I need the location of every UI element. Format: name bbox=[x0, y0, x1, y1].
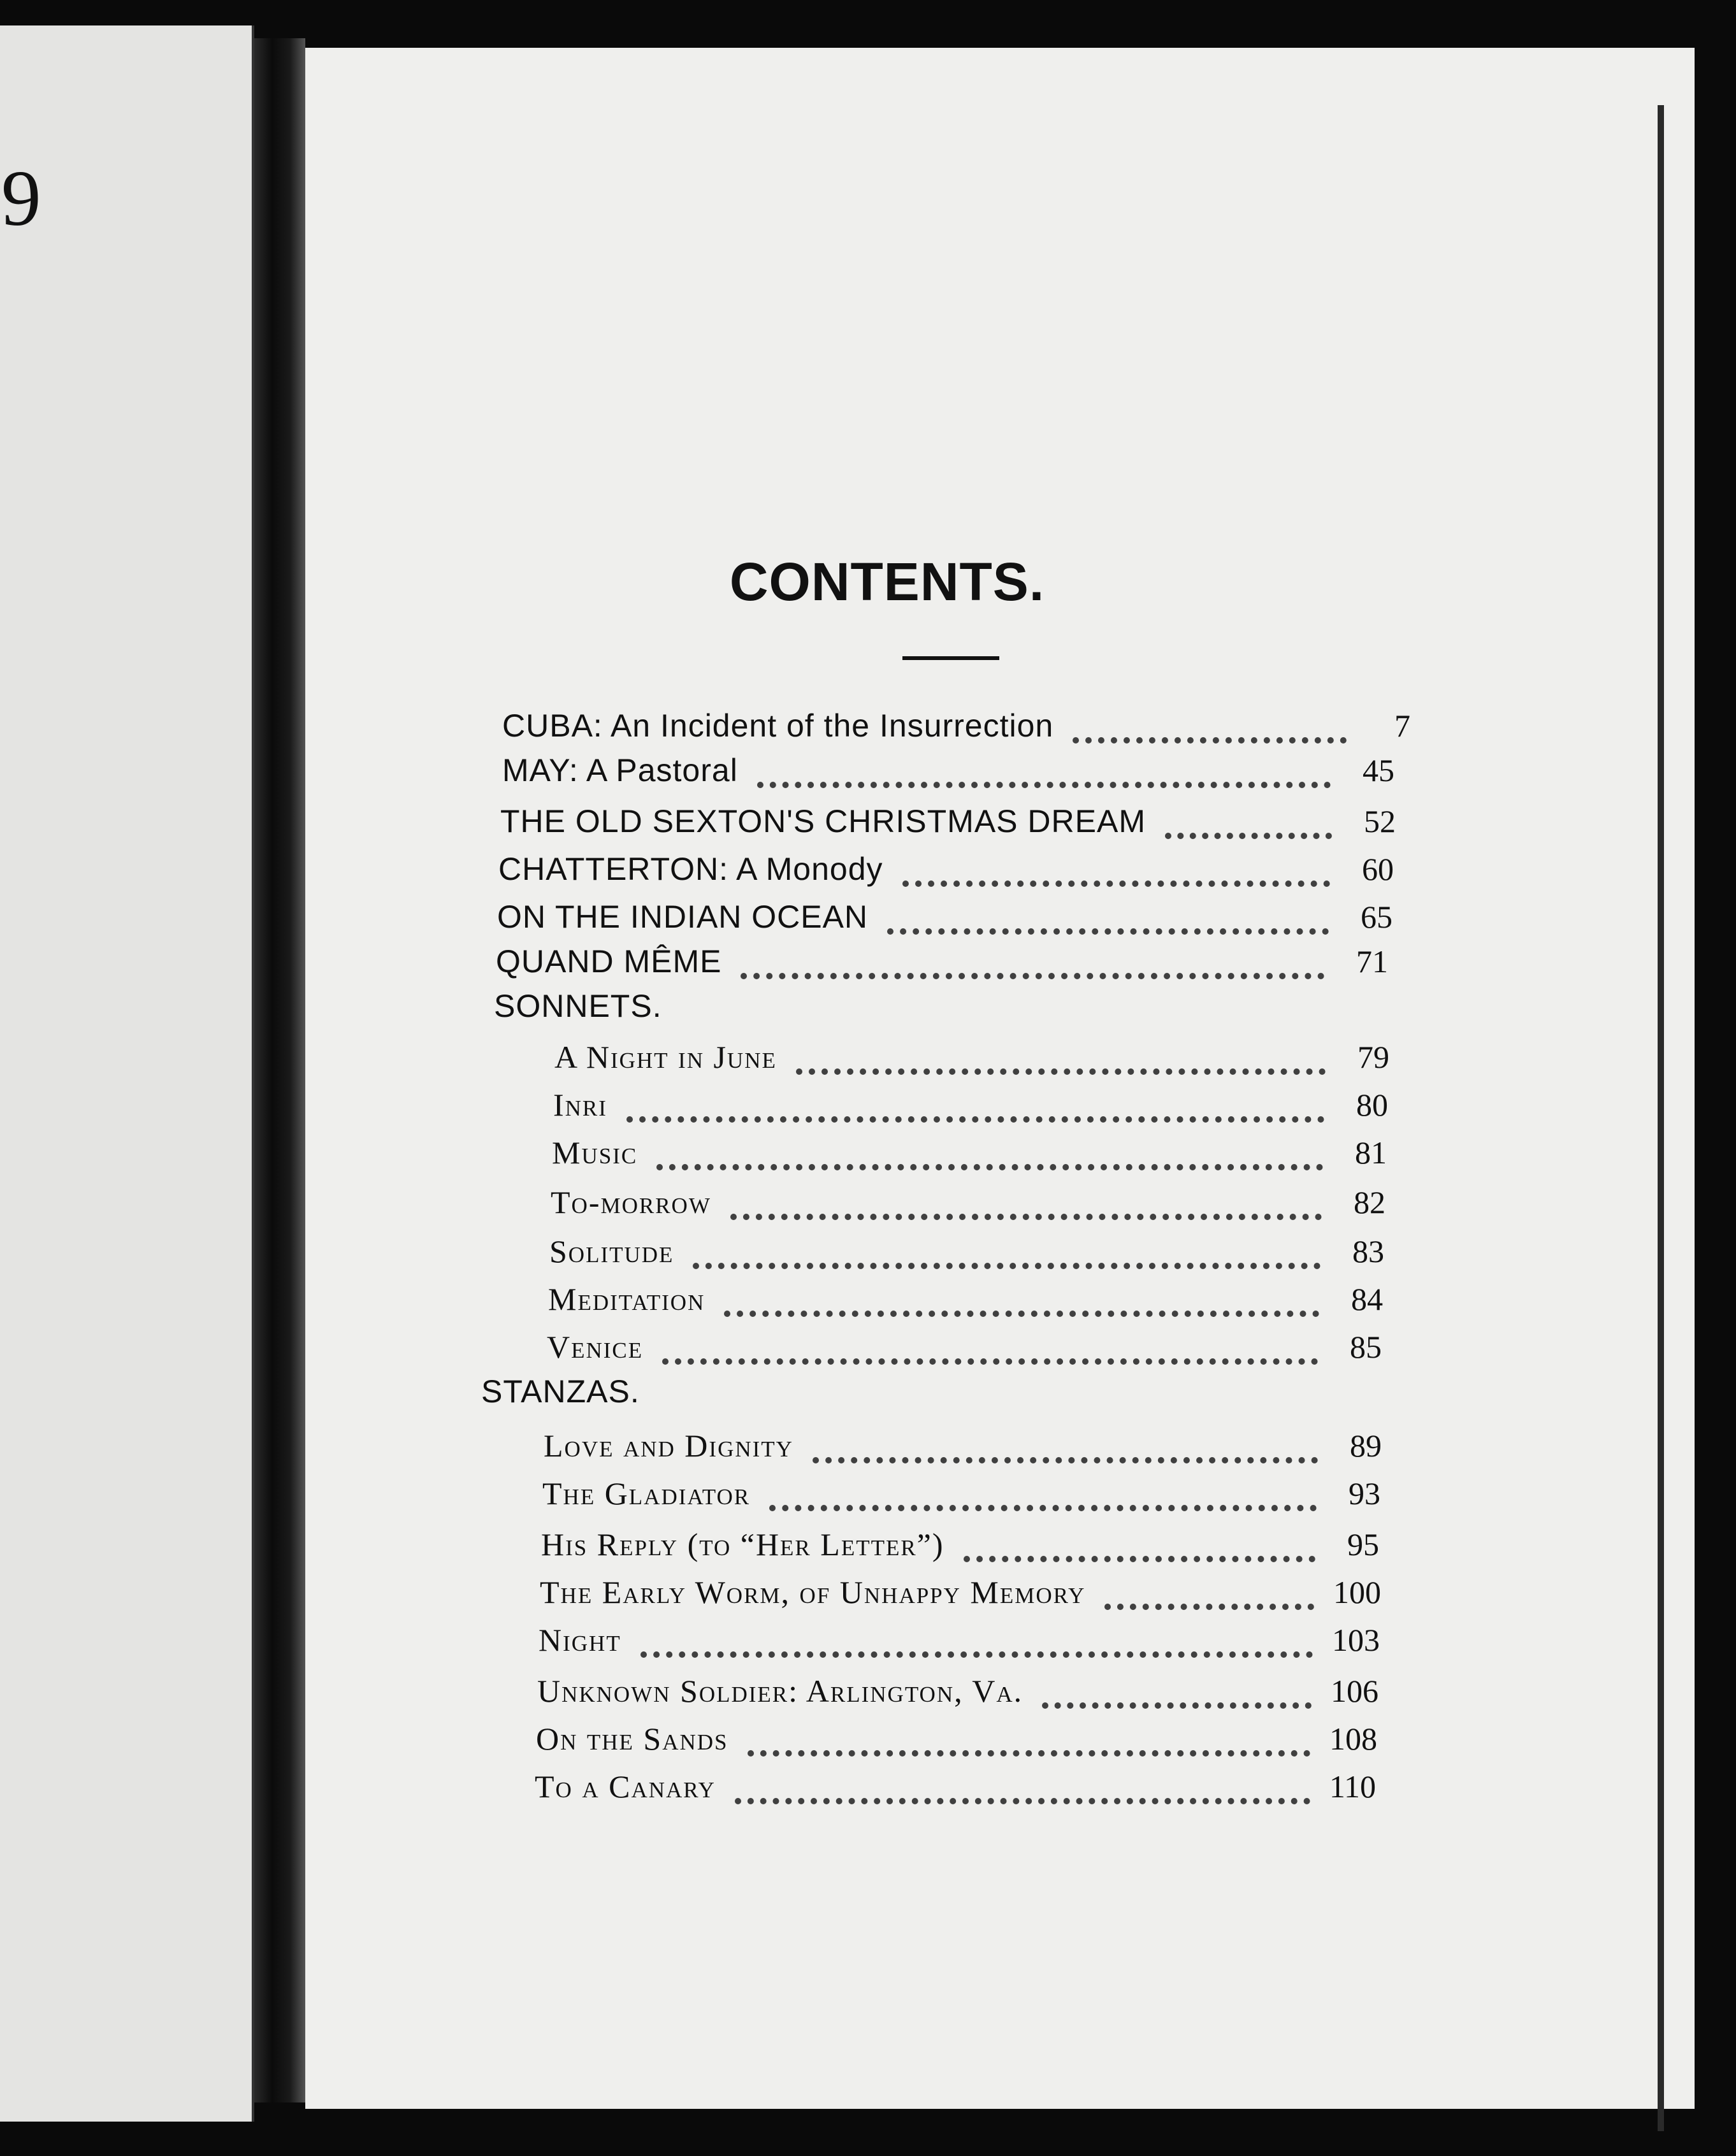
toc-leader bbox=[887, 928, 1329, 935]
toc-page-number: 106 bbox=[1331, 1673, 1378, 1709]
toc-entry-title: Music bbox=[552, 1135, 638, 1170]
book-gutter bbox=[254, 38, 305, 2102]
toc-entry-title: MAY: A Pastoral bbox=[502, 752, 738, 788]
toc-leader bbox=[1104, 1604, 1314, 1610]
toc-leader bbox=[796, 1068, 1326, 1075]
toc-entry-title: CUBA: An Incident of the Insurrection bbox=[502, 708, 1054, 744]
toc-page-number: 95 bbox=[1347, 1527, 1379, 1562]
toc-entry bbox=[541, 1526, 1379, 1577]
toc-entry bbox=[542, 1475, 1380, 1526]
toc-page-number: 100 bbox=[1333, 1574, 1381, 1610]
toc-leader bbox=[730, 1214, 1322, 1220]
toc-page-number: 60 bbox=[1362, 851, 1394, 887]
toc-page-number: 110 bbox=[1329, 1769, 1376, 1804]
left-page-fragment bbox=[0, 25, 254, 2122]
toc-entry-title: The Gladiator bbox=[542, 1476, 751, 1511]
toc-entry-title: QUAND MÊME bbox=[496, 944, 722, 979]
toc-entry-title: Inri bbox=[553, 1087, 607, 1123]
toc-page-number: 65 bbox=[1361, 899, 1392, 935]
toc-entry bbox=[548, 1281, 1383, 1332]
toc-leader bbox=[656, 1164, 1323, 1170]
toc-entry-title: Venice bbox=[547, 1329, 644, 1365]
toc-entry-title: The Early Worm, of Unhappy Memory bbox=[540, 1574, 1086, 1610]
page-edge bbox=[1658, 105, 1664, 2131]
toc-page-number: 45 bbox=[1363, 752, 1394, 788]
toc-leader bbox=[735, 1798, 1310, 1804]
toc-leader bbox=[1042, 1702, 1312, 1709]
toc-leader bbox=[964, 1556, 1315, 1562]
toc-leader bbox=[1165, 833, 1332, 839]
toc-entry bbox=[537, 1672, 1378, 1723]
toc-page-number: 108 bbox=[1329, 1721, 1377, 1757]
toc-leader bbox=[724, 1311, 1319, 1317]
toc-entry-title: To-morrow bbox=[551, 1184, 711, 1220]
toc-entry bbox=[498, 851, 1394, 902]
toc-page-number: 89 bbox=[1350, 1428, 1382, 1463]
toc-entry-title: Unknown Soldier: Arlington, Va. bbox=[537, 1673, 1024, 1709]
toc-leader bbox=[626, 1116, 1324, 1123]
toc-entry-title: Meditation bbox=[548, 1281, 705, 1317]
toc-page-number: 84 bbox=[1351, 1281, 1383, 1317]
toc-entry-title: Night bbox=[539, 1622, 621, 1658]
toc-entry-title: On the Sands bbox=[536, 1721, 728, 1757]
contents-heading: CONTENTS. bbox=[729, 552, 1045, 612]
toc-entry-title: Love and Dignity bbox=[544, 1428, 793, 1463]
toc-entry bbox=[544, 1427, 1382, 1478]
toc-entry bbox=[554, 1038, 1389, 1089]
toc-leader bbox=[662, 1358, 1318, 1365]
toc-entry-title: ON THE INDIAN OCEAN bbox=[497, 899, 869, 935]
toc-entry bbox=[547, 1328, 1382, 1379]
toc-entry-title: CHATTERTON: A Monody bbox=[498, 851, 883, 887]
heading-rule bbox=[902, 656, 999, 660]
toc-leader bbox=[741, 973, 1324, 979]
toc-entry-title: THE OLD SEXTON'S CHRISTMAS DREAM bbox=[500, 803, 1146, 839]
toc-page-number: 81 bbox=[1355, 1135, 1387, 1170]
toc-page-number: 93 bbox=[1349, 1476, 1380, 1511]
toc-leader bbox=[757, 782, 1331, 788]
toc-leader bbox=[813, 1457, 1318, 1463]
toc-entry bbox=[549, 1233, 1384, 1284]
toc-leader bbox=[769, 1505, 1317, 1511]
toc-page-number: 82 bbox=[1354, 1184, 1385, 1220]
toc-entry bbox=[496, 943, 1388, 994]
toc-entry-title: Solitude bbox=[549, 1233, 674, 1269]
toc-entry bbox=[536, 1720, 1377, 1771]
toc-entry bbox=[502, 752, 1394, 803]
toc-leader bbox=[748, 1750, 1310, 1757]
toc-entry-title: His Reply (to “Her Letter”) bbox=[541, 1527, 944, 1562]
toc-entry bbox=[500, 803, 1396, 854]
toc-entry bbox=[553, 1086, 1388, 1137]
left-page-number-fragment: 9 bbox=[1, 155, 41, 243]
toc-page-number: 103 bbox=[1332, 1622, 1380, 1658]
section-heading-stanzas: STANZAS. bbox=[481, 1374, 640, 1409]
toc-entry bbox=[535, 1768, 1376, 1819]
toc-entry bbox=[552, 1134, 1387, 1185]
toc-entry bbox=[540, 1574, 1381, 1625]
toc-page-number: 79 bbox=[1357, 1039, 1389, 1075]
section-heading-sonnets: SONNETS. bbox=[494, 988, 662, 1024]
toc-page-number: 80 bbox=[1356, 1087, 1388, 1123]
toc-page-number: 85 bbox=[1350, 1329, 1382, 1365]
toc-entry bbox=[551, 1184, 1385, 1235]
toc-entry bbox=[539, 1621, 1380, 1672]
toc-entry bbox=[502, 707, 1410, 758]
toc-entry-title: A Night in June bbox=[554, 1039, 777, 1075]
toc-page-number: 52 bbox=[1364, 803, 1396, 839]
toc-leader bbox=[1073, 737, 1347, 744]
toc-leader bbox=[640, 1651, 1313, 1658]
toc-page-number: 83 bbox=[1352, 1233, 1384, 1269]
toc-leader bbox=[902, 880, 1330, 887]
toc-entry bbox=[497, 898, 1392, 949]
toc-leader bbox=[693, 1263, 1320, 1269]
toc-entry-title: To a Canary bbox=[535, 1769, 716, 1804]
toc-page-number: 71 bbox=[1356, 944, 1388, 979]
toc-page-number: 7 bbox=[1394, 708, 1410, 744]
